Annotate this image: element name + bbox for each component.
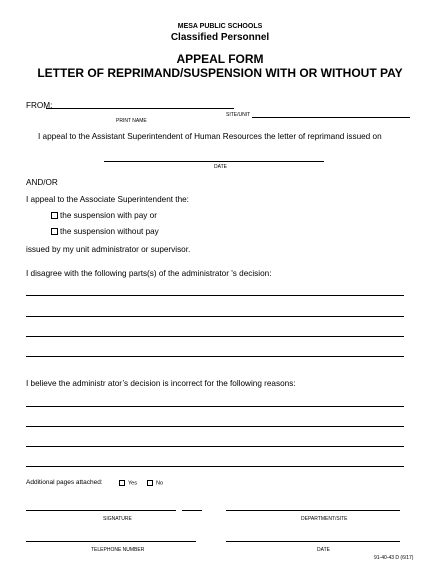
form-title: APPEAL FORM	[176, 52, 264, 66]
bottom-date-field[interactable]	[226, 541, 400, 542]
form-subtitle: LETTER OF REPRIMAND/SUSPENSION WITH OR WITHOUT PAY	[37, 66, 403, 80]
with-pay-label: the suspension with pay or	[60, 211, 157, 220]
reasons-line-1[interactable]	[26, 406, 404, 407]
yes-checkbox[interactable]	[119, 480, 125, 486]
no-label: No	[156, 480, 164, 487]
bottom-date-label: DATE	[317, 547, 330, 553]
without-pay-checkbox[interactable]	[51, 228, 58, 235]
department-name: Classified Personnel	[170, 32, 270, 43]
option-without-pay[interactable]	[51, 227, 159, 236]
disagree-line-3[interactable]	[26, 336, 404, 337]
from-name-field[interactable]	[46, 108, 234, 109]
issued-by-text: issued by my unit administrator or supervisor.	[26, 245, 191, 254]
signature-date-field[interactable]	[182, 510, 202, 511]
reasons-line-2[interactable]	[26, 426, 404, 427]
signature-field[interactable]	[26, 510, 176, 511]
telephone-label: TELEPHONE NUMBER	[91, 547, 145, 553]
additional-pages-label: Additional pages attached:	[26, 479, 103, 486]
site-unit-field[interactable]	[252, 117, 410, 118]
appeal-hr-text: I appeal to the Assistant Superintendent of Human Resources the letter of reprimand issued on	[38, 132, 382, 141]
signature-label: SIGNATURE	[103, 516, 132, 522]
telephone-field[interactable]	[26, 541, 196, 542]
believe-text: I believe the administr ator’s decision is incorrect for the following reasons:	[26, 379, 296, 388]
reprimand-date-field[interactable]	[104, 161, 324, 162]
disagree-line-4[interactable]	[26, 356, 404, 357]
additional-no-option[interactable]	[147, 480, 163, 486]
with-pay-checkbox[interactable]	[51, 212, 58, 219]
district-name: MESA PUBLIC SCHOOLS	[177, 23, 263, 30]
department-site-field[interactable]	[226, 510, 400, 511]
site-unit-label: SITE/UNIT	[226, 112, 251, 118]
appeal-associate-text: I appeal to the Associate Superintendent the:	[26, 195, 189, 204]
department-site-label: DEPARTMENT/SITE	[301, 516, 348, 522]
disagree-line-2[interactable]	[26, 316, 404, 317]
no-checkbox[interactable]	[147, 480, 153, 486]
form-number: 91-40-43 D (6/17)	[374, 555, 414, 561]
date-label: DATE	[214, 164, 227, 170]
from-label: FROM:	[26, 101, 53, 110]
disagree-line-1[interactable]	[26, 295, 404, 296]
reasons-line-4[interactable]	[26, 466, 404, 467]
without-pay-label: the suspension without pay	[60, 227, 159, 236]
additional-yes-option[interactable]	[119, 480, 137, 486]
yes-label: Yes	[128, 480, 137, 487]
andor-text: AND/OR	[26, 178, 58, 187]
option-with-pay[interactable]	[51, 211, 157, 220]
print-name-label: PRINT NAME	[116, 118, 147, 124]
reasons-line-3[interactable]	[26, 446, 404, 447]
disagree-text: I disagree with the following parts(s) of the administrator 's decision:	[26, 269, 272, 278]
